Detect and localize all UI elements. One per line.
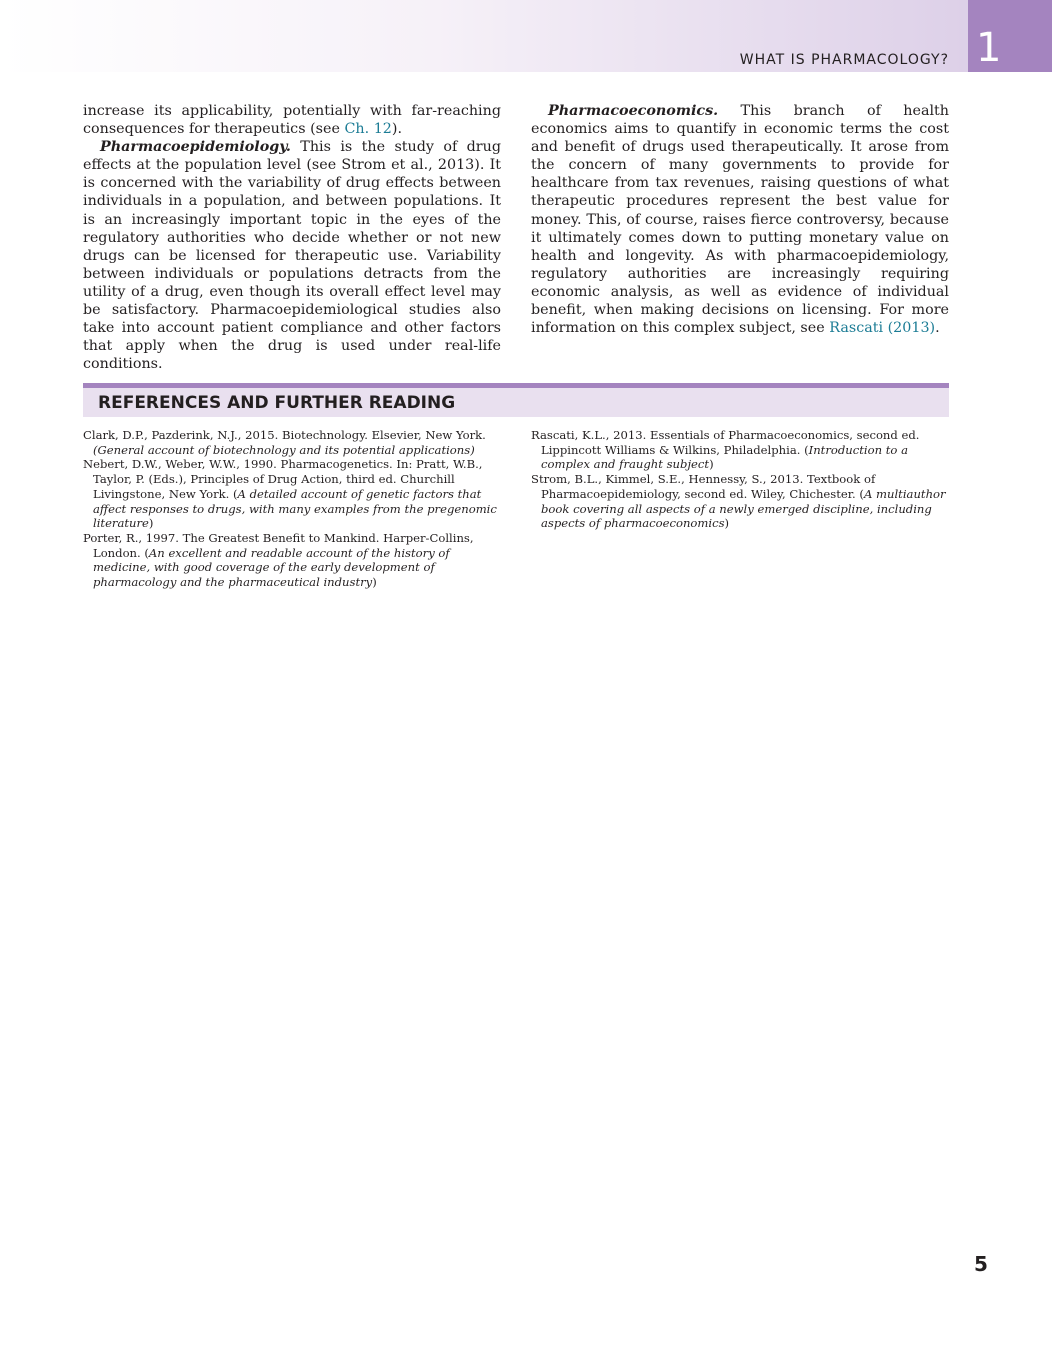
reference-entry [531,472,949,531]
paragraph-text: This branch of health economics aims to quantify in economic terms the cost and benefit of drugs used therapeutically. It arose from the concern of many governments to provide for healthcare from tax revenues, raising questions of what therapeutic procedures represent the best value for money. This, of course, raises fierce controversy, because it ultimately comes down to putting monetary value on health and longevity. As with pharmacoepidemiology, regulatory authorities are increasingly requiring economic analysis, as well as evidence of individual benefit, when making decisions on licensing. For more information on this complex subject, see [531,103,949,337]
references-left-column [83,428,501,590]
reference-close: ) [724,516,730,531]
paragraph-text-end: ). [391,121,403,138]
citation-link[interactable]: Rascati (2013) [829,320,936,337]
page-number: 5 [974,1252,988,1276]
reference-note: An excellent and readable account of the history of medicine, with good coverage of the early development of pharmacology and the pharmaceutical industry [93,545,450,590]
run-in-heading: Pharmacoepidemiology. [100,139,291,156]
paragraph-continuation [83,102,501,138]
paragraph-text-end: . [935,320,940,337]
reference-citation: Rascati, K.L., 2013. Essentials of Pharmacoeconomics, second ed. Lippincott Williams & Wilkins, Philadelphia. ( [531,428,920,457]
reference-note: Introduction to a complex and fraught subject [541,442,908,472]
reference-entry [83,457,501,531]
left-text-column [83,102,501,373]
reference-citation: Nebert, D.W., Weber, W.W., 1990. Pharmacogenetics. In: Pratt, W.B., Taylor, P. (Eds.), Principles of Drug Action, third ed. Churchill Livingstone, New York. ( [83,457,483,501]
chapter-number: 1 [976,25,1002,71]
reference-note: A detailed account of genetic factors that affect responses to drugs, with many examples from the pregenomic literature [93,486,497,531]
reference-note: A multiauthor book covering all aspects of a newly emerged discipline, including aspects of pharmacoeconomics [541,486,946,531]
running-header-title: WHAT IS PHARMACOLOGY? [739,52,949,68]
reference-close: ) [709,457,714,472]
reference-entry [83,531,501,590]
chapter-link[interactable]: Ch. 12 [344,121,392,138]
paragraph-pharmacoeconomics [531,102,949,337]
reference-note: (General account of biotechnology and its potential applications) [93,442,475,457]
paragraph-text: increase its applicability, potentially with far-reaching consequences for therapeutics (see [83,103,501,138]
references-header [83,388,949,417]
paragraph-text: This is the study of drug effects at the population level (see Strom et al., 2013). It is concerned with the variability of drug effects between individuals in a population, and between populations. It is an increasingly important topic in the eyes of the regulatory authorities who decide whether or not new drugs can be licensed for therapeutic use. Variability between individuals or populations detracts from the utility of a drug, even though its overall effect level may be satisfactory. Pharmacoepidemiological studies also take into account patient compliance and other factors that apply when the drug is used under real-life conditions. [83,139,501,373]
reference-citation: Clark, D.P., Pazderink, N.J., 2015. Biotechnology. Elsevier, New York. [83,428,486,442]
reference-close: ) [148,516,154,531]
reference-entry [83,428,501,457]
right-text-column [531,102,949,337]
reference-close: ) [372,575,377,590]
run-in-heading: Pharmacoeconomics. [548,103,719,119]
references-title: REFERENCES AND FURTHER READING [98,393,456,413]
reference-citation: Strom, B.L., Kimmel, S.E., Hennessy, S., 2013. Textbook of Pharmacoepidemiology, second ed. Wiley, Chichester. ( [531,472,876,501]
reference-entry [531,428,949,472]
reference-citation: Porter, R., 1997. The Greatest Benefit to Mankind. Harper-Collins, London. ( [83,530,474,560]
paragraph-pharmacoepidemiology [83,138,501,373]
references-right-column [531,428,949,531]
